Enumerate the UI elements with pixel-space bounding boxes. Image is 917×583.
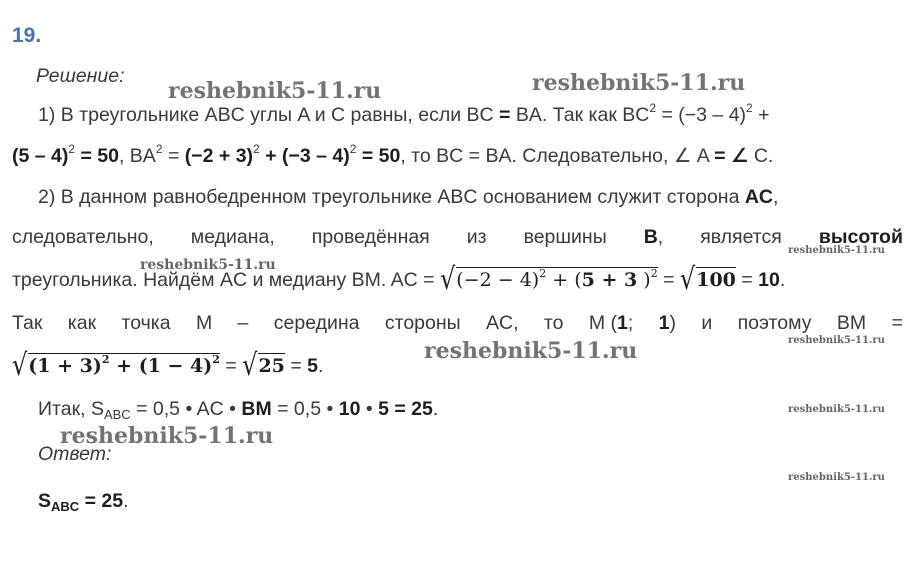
text: = bbox=[499, 104, 511, 126]
word: то bbox=[543, 312, 564, 334]
text: , bbox=[773, 186, 779, 208]
watermark: reshebnik5-11.ru bbox=[532, 70, 746, 96]
text: = 0,5 • AC • bbox=[136, 398, 236, 420]
text: 5 bbox=[378, 398, 389, 420]
word: – bbox=[237, 312, 249, 334]
word: медиана, bbox=[190, 226, 275, 248]
word: стороны bbox=[384, 312, 461, 334]
text: . bbox=[779, 269, 786, 291]
word: и bbox=[701, 312, 713, 334]
word: поэтому bbox=[737, 312, 812, 334]
word bbox=[659, 310, 676, 336]
word bbox=[644, 224, 664, 250]
answer-label: Ответ: bbox=[38, 443, 112, 465]
text: ; bbox=[627, 312, 634, 334]
text: 1) В треугольнике ABC углы A и C равны, если BC bbox=[38, 104, 494, 126]
text: 10 bbox=[338, 398, 361, 420]
exponent: 2 bbox=[349, 142, 357, 156]
subscript: ABC bbox=[51, 499, 80, 514]
solution-label: Решение: bbox=[36, 65, 125, 87]
text: , то BC = BA. Следовательно, ∠ A bbox=[400, 145, 709, 167]
text: B bbox=[643, 226, 658, 248]
text: = bbox=[290, 355, 302, 377]
text: 2) В данном равнобедренном треугольнике ABC основанием служит сторона bbox=[38, 186, 740, 208]
text: (−2 − 4) bbox=[456, 269, 540, 291]
paragraph-2-line-2 bbox=[12, 224, 903, 250]
task-number: 19. bbox=[12, 24, 42, 47]
answer-line bbox=[38, 488, 903, 514]
text: = 25 bbox=[394, 398, 433, 420]
paragraph-2-line-4 bbox=[12, 310, 903, 336]
watermark: reshebnik5-11.ru bbox=[788, 245, 885, 256]
text: треугольника. Найдём AC и медиану BM. AC = bbox=[12, 269, 435, 291]
text: = bbox=[663, 269, 675, 291]
text: 5 bbox=[307, 355, 318, 377]
sqrt-expression: $√(1 + 3)^2 + (1 - 4)^2$ bbox=[12, 347, 220, 383]
word: M bbox=[195, 312, 213, 334]
text: S bbox=[38, 490, 52, 512]
exponent: 2 bbox=[68, 142, 76, 156]
word: Так bbox=[12, 312, 43, 334]
text: (5 – 4) bbox=[12, 145, 69, 167]
word bbox=[589, 310, 633, 336]
text: 10 bbox=[758, 269, 780, 291]
word: = bbox=[891, 312, 903, 334]
text: + ( bbox=[552, 269, 582, 291]
exponent: 2 bbox=[212, 353, 220, 366]
radicand bbox=[456, 267, 657, 291]
exponent: 2 bbox=[650, 267, 658, 280]
text: . bbox=[123, 490, 129, 512]
text: ) bbox=[669, 312, 676, 334]
text: (1 + 3) bbox=[28, 355, 102, 377]
text: . bbox=[318, 355, 324, 377]
radicand: 100 bbox=[696, 269, 736, 291]
text: = bbox=[225, 355, 237, 377]
text: BA. Так как BC bbox=[515, 104, 650, 126]
exponent: 2 bbox=[253, 142, 260, 156]
exponent: 2 bbox=[649, 101, 657, 115]
word: AC, bbox=[486, 312, 519, 334]
paragraph-1-line-1 bbox=[38, 102, 903, 128]
sqrt-expression: $√(-2 - 4)^2 + (5 + 3$ )$^2$ bbox=[439, 261, 658, 297]
subscript: ABC bbox=[103, 407, 131, 422]
word: вершины bbox=[523, 226, 607, 248]
word: BM bbox=[836, 312, 867, 334]
area-calculation-line bbox=[38, 396, 903, 422]
text: 1 bbox=[658, 312, 670, 334]
text: = ∠ bbox=[714, 145, 749, 167]
text: • bbox=[365, 398, 373, 420]
radicand bbox=[28, 353, 220, 377]
watermark: reshebnik5-11.ru bbox=[788, 472, 885, 483]
text: = bbox=[167, 145, 180, 167]
exponent: 2 bbox=[101, 353, 110, 366]
watermark: reshebnik5-11.ru bbox=[424, 338, 638, 364]
exponent: 2 bbox=[746, 101, 753, 115]
word: высотой bbox=[818, 226, 903, 248]
text: + (1 − 4) bbox=[116, 355, 213, 377]
watermark: reshebnik5-11.ru bbox=[168, 78, 382, 104]
text: C. bbox=[753, 145, 774, 167]
text: 5 + 3 bbox=[581, 269, 638, 291]
text: ) bbox=[643, 269, 651, 291]
text: + bbox=[758, 104, 770, 126]
watermark: reshebnik5-11.ru bbox=[788, 335, 885, 346]
exponent: 2 bbox=[155, 142, 163, 156]
word: следовательно, bbox=[12, 226, 154, 248]
radicand: 25 bbox=[258, 355, 285, 377]
word: из bbox=[466, 226, 487, 248]
text: . bbox=[432, 398, 439, 420]
word: точка bbox=[121, 312, 171, 334]
text: = 50 bbox=[80, 145, 119, 167]
text: + (−3 – 4) bbox=[265, 145, 350, 167]
exponent: 2 bbox=[539, 267, 547, 280]
text: 1 bbox=[616, 312, 628, 334]
word: проведённая bbox=[311, 226, 430, 248]
watermark: reshebnik5-11.ru bbox=[788, 404, 885, 415]
paragraph-1-line-2 bbox=[12, 143, 903, 169]
watermark: reshebnik5-11.ru bbox=[140, 257, 276, 273]
watermark: reshebnik5-11.ru bbox=[60, 423, 274, 449]
text: AC bbox=[744, 186, 774, 208]
text: = 50 bbox=[361, 145, 401, 167]
word: середина bbox=[273, 312, 360, 334]
text: (−2 + 3) bbox=[184, 145, 254, 167]
word: является bbox=[700, 226, 782, 248]
text: = (−3 – 4) bbox=[661, 104, 747, 126]
text: = 25 bbox=[84, 490, 124, 512]
text: , bbox=[657, 226, 664, 248]
text: BM bbox=[241, 398, 272, 420]
word: как bbox=[67, 312, 97, 334]
text: , BA bbox=[118, 145, 156, 167]
text: M ( bbox=[588, 312, 617, 334]
sqrt-expression: √100 bbox=[679, 261, 736, 297]
sqrt-expression: √25 bbox=[242, 347, 285, 383]
paragraph-2-line-1 bbox=[38, 184, 903, 210]
text: = bbox=[741, 269, 753, 291]
text: = 0,5 • bbox=[277, 398, 334, 420]
text: Итак, S bbox=[38, 398, 104, 420]
